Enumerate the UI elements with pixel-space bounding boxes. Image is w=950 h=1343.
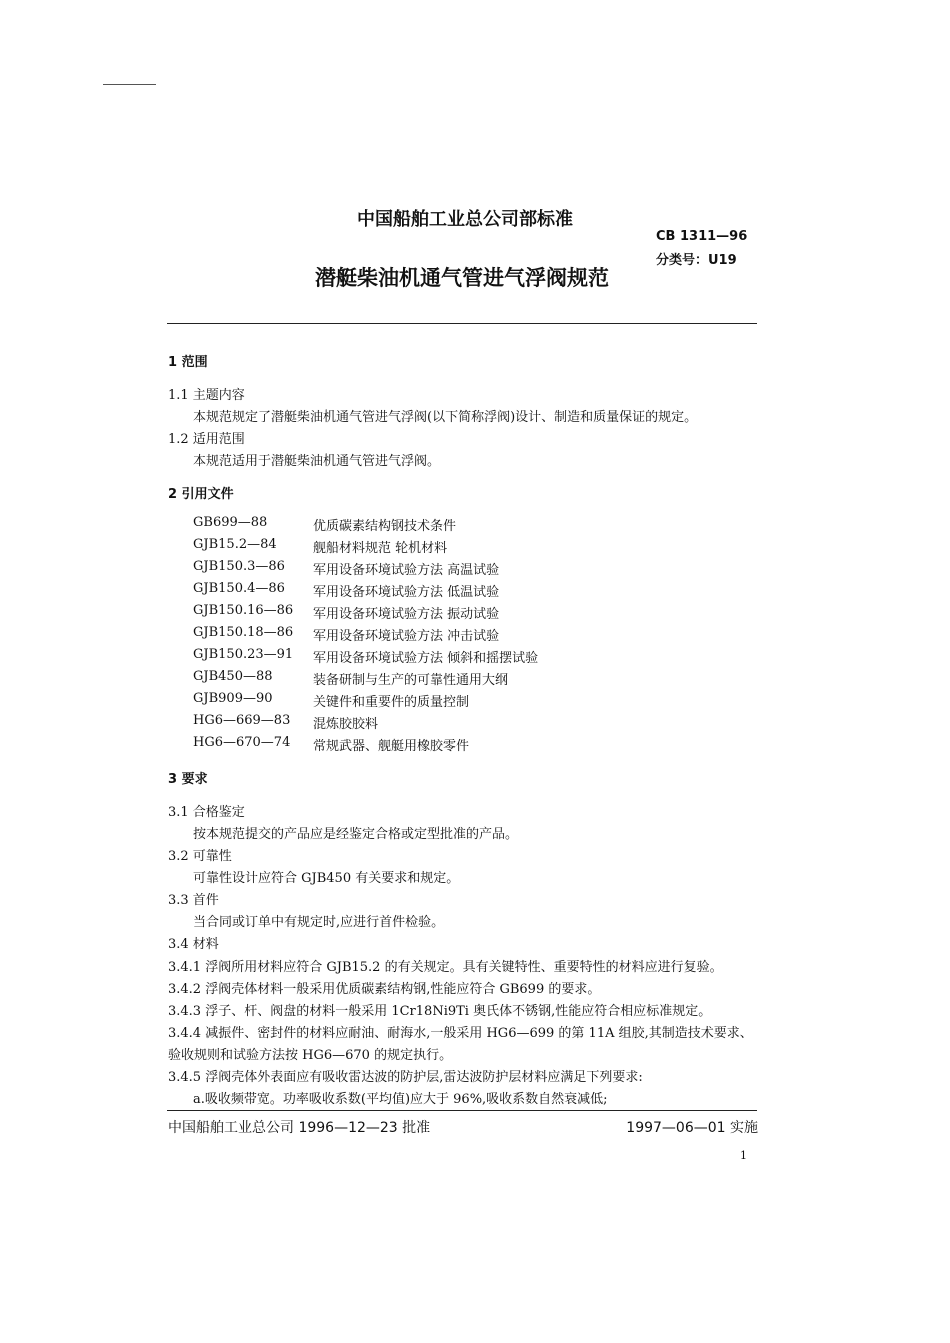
reference-title: 军用设备环境试验方法 高温试验 [313, 563, 500, 578]
reference-title: 军用设备环境试验方法 倾斜和摇摆试验 [313, 651, 539, 666]
section-3-3-heading: 3.3 首件 [168, 893, 219, 908]
header-divider [167, 323, 757, 324]
reference-code: HG6—670—74 [193, 735, 291, 750]
section-1-1-heading: 1.1 主题内容 [168, 388, 245, 403]
corner-mark-gap [156, 84, 161, 85]
reference-title: 军用设备环境试验方法 振动试验 [313, 607, 500, 622]
section-3-4-2: 3.4.2 浮阀壳体材料一般采用优质碳素结构钢,性能应符合 GB699 的要求。 [168, 982, 601, 997]
standard-code: CB 1311—96 [656, 229, 748, 244]
reference-title: 军用设备环境试验方法 冲击试验 [313, 629, 500, 644]
reference-code: GB699—88 [193, 515, 268, 530]
document-title: 潜艇柴油机通气管进气浮阀规范 [315, 266, 609, 290]
section-3-3-text: 当合同或订单中有规定时,应进行首件检验。 [193, 915, 445, 930]
section-3-4-heading: 3.4 材料 [168, 937, 219, 952]
reference-title: 常规武器、舰艇用橡胶零件 [313, 739, 470, 754]
section-1-2-text: 本规范适用于潜艇柴油机通气管进气浮阀。 [193, 454, 441, 469]
reference-code: GJB15.2—84 [193, 537, 277, 552]
reference-code: GJB150.16—86 [193, 603, 294, 618]
section-2-heading: 2 引用文件 [168, 487, 234, 502]
page-number: 1 [740, 1149, 747, 1162]
reference-title: 混炼胶胶料 [313, 717, 379, 732]
section-3-1-text: 按本规范提交的产品应是经鉴定合格或定型批准的产品。 [193, 827, 519, 842]
reference-code: GJB450—88 [193, 669, 273, 684]
reference-code: GJB909—90 [193, 691, 273, 706]
section-3-4-3: 3.4.3 浮子、杆、阀盘的材料一般采用 1Cr18Ni9Ti 奥氏体不锈钢,性能应符合相应标准规定。 [168, 1004, 712, 1019]
section-3-1-heading: 3.1 合格鉴定 [168, 805, 245, 820]
classification-number: 分类号：U19 [656, 253, 737, 268]
effective-date: 1997—06—01 实施 [626, 1120, 758, 1136]
section-1-2-heading: 1.2 适用范围 [168, 432, 245, 447]
section-3-4-4: 3.4.4 减振件、密封件的材料应耐油、耐海水,一般采用 HG6—699 的第 11A 组胶,其制造技术要求、 [168, 1026, 753, 1041]
section-3-2-heading: 3.2 可靠性 [168, 849, 232, 864]
section-1-1-text: 本规范规定了潜艇柴油机通气管进气浮阀(以下简称浮阀)设计、制造和质量保证的规定。 [193, 410, 698, 425]
reference-code: GJB150.18—86 [193, 625, 294, 640]
section-3-4-1: 3.4.1 浮阀所用材料应符合 GJB15.2 的有关规定。具有关键特性、重要特性的材料应进行复验。 [168, 960, 723, 975]
reference-title: 军用设备环境试验方法 低温试验 [313, 585, 500, 600]
reference-title: 舰船材料规范 轮机材料 [313, 541, 448, 556]
corner-mark [103, 84, 161, 85]
reference-code: GJB150.4—86 [193, 581, 285, 596]
reference-code: GJB150.23—91 [193, 647, 294, 662]
section-1-heading: 1 范围 [168, 355, 208, 370]
section-3-heading: 3 要求 [168, 772, 208, 787]
section-3-4-5: 3.4.5 浮阀壳体外表面应有吸收雷达波的防护层,雷达波防护层材料应满足下列要求: [168, 1070, 643, 1085]
reference-code: GJB150.3—86 [193, 559, 285, 574]
reference-title: 关键件和重要件的质量控制 [313, 695, 470, 710]
section-3-4-5-item-a: a.吸收频带宽。功率吸收系数(平均值)应大于 96%,吸收系数自然衰减低; [193, 1092, 608, 1107]
reference-title: 优质碳素结构钢技术条件 [313, 519, 457, 534]
reference-code: HG6—669—83 [193, 713, 291, 728]
org-standard-title: 中国船舶工业总公司部标准 [357, 209, 573, 230]
reference-title: 装备研制与生产的可靠性通用大纲 [313, 673, 509, 688]
section-3-2-text: 可靠性设计应符合 GJB450 有关要求和规定。 [193, 871, 460, 886]
footer-divider [167, 1110, 757, 1111]
approval-date: 中国船舶工业总公司 1996—12—23 批准 [168, 1120, 431, 1136]
section-3-4-4-continued: 验收规则和试验方法按 HG6—670 的规定执行。 [168, 1048, 453, 1063]
